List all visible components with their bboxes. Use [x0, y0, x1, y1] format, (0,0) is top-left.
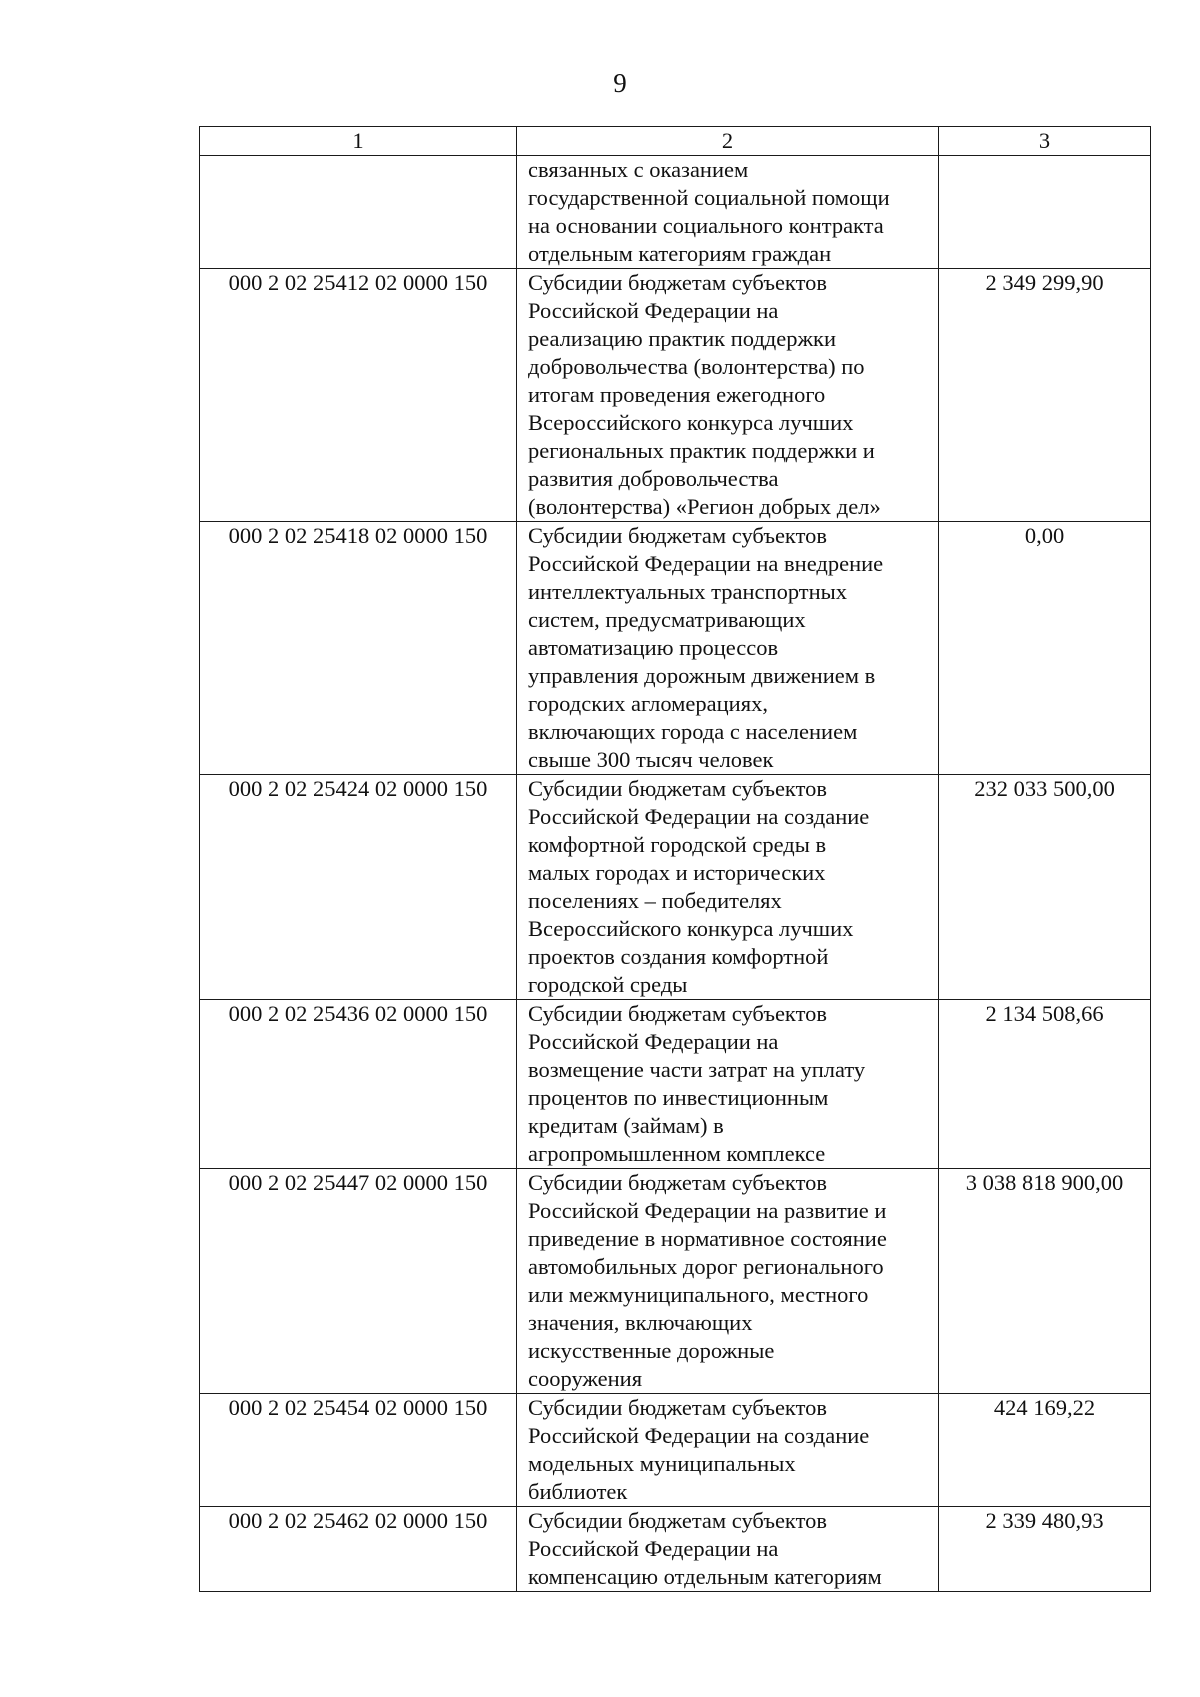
name-line: Российской Федерации на — [528, 1536, 779, 1561]
name-cell — [517, 1169, 939, 1394]
code-cell: 000 2 02 25412 02 0000 150 — [200, 269, 517, 522]
name-line: возмещение части затрат на уплату — [528, 1057, 866, 1082]
name-line: агропромышленном комплексе — [528, 1141, 826, 1166]
name-line: искусственные дорожные — [528, 1338, 775, 1363]
amount-cell: 2 134 508,66 — [939, 1000, 1151, 1169]
name-line: малых городах и исторических — [528, 860, 826, 885]
name-cell — [517, 269, 939, 522]
name-line: автомобильных дорог регионального — [528, 1254, 884, 1279]
name-line: приведение в нормативное состояние — [528, 1226, 887, 1251]
code-cell: 000 2 02 25447 02 0000 150 — [200, 1169, 517, 1394]
name-line: систем, предусматривающих — [528, 607, 806, 632]
name-line: модельных муниципальных — [528, 1451, 796, 1476]
name-line: автоматизацию процессов — [528, 635, 779, 660]
header-cell-3: 3 — [939, 127, 1151, 156]
name-line: интеллектуальных транспортных — [528, 579, 848, 604]
name-line: Субсидии бюджетам субъектов — [528, 776, 827, 801]
code-cell: 000 2 02 25454 02 0000 150 — [200, 1394, 517, 1507]
name-line: развития добровольчества — [528, 466, 779, 491]
name-line: Российской Федерации на создание — [528, 804, 870, 829]
name-line: процентов по инвестиционным — [528, 1085, 829, 1110]
name-line: Субсидии бюджетам субъектов — [528, 523, 827, 548]
table-row — [200, 269, 1151, 522]
continuation-row — [200, 156, 1151, 269]
name-line: компенсацию отдельным категориям — [528, 1564, 882, 1589]
header-row — [200, 127, 1151, 156]
amount-cell: 3 038 818 900,00 — [939, 1169, 1151, 1394]
name-cell — [517, 522, 939, 775]
continuation-code-cell — [200, 156, 517, 269]
name-line: связанных с оказанием — [528, 157, 749, 182]
name-line: Субсидии бюджетам субъектов — [528, 1001, 827, 1026]
name-line: библиотек — [528, 1479, 628, 1504]
name-line: региональных практик поддержки и — [528, 438, 875, 463]
amount-cell: 232 033 500,00 — [939, 775, 1151, 1000]
continuation-name-cell — [517, 156, 939, 269]
name-line: Российской Федерации на — [528, 1029, 779, 1054]
name-line: свыше 300 тысяч человек — [528, 747, 774, 772]
name-line: значения, включающих — [528, 1310, 753, 1335]
budget-table — [199, 126, 1151, 1592]
name-cell — [517, 1507, 939, 1592]
table-row — [200, 1000, 1151, 1169]
name-line: Субсидии бюджетам субъектов — [528, 1170, 827, 1195]
name-line: управления дорожным движением в — [528, 663, 876, 688]
name-line: Субсидии бюджетам субъектов — [528, 270, 827, 295]
code-cell: 000 2 02 25418 02 0000 150 — [200, 522, 517, 775]
table-row — [200, 1507, 1151, 1592]
code-cell: 000 2 02 25436 02 0000 150 — [200, 1000, 517, 1169]
header-cell-2: 2 — [517, 127, 939, 156]
continuation-amount-cell — [939, 156, 1151, 269]
name-cell — [517, 1000, 939, 1169]
amount-cell: 0,00 — [939, 522, 1151, 775]
code-cell: 000 2 02 25462 02 0000 150 — [200, 1507, 517, 1592]
name-line: Российской Федерации на развитие и — [528, 1198, 887, 1223]
name-line: Всероссийского конкурса лучших — [528, 410, 854, 435]
name-line: комфортной городской среды в — [528, 832, 827, 857]
name-line: итогам проведения ежегодного — [528, 382, 826, 407]
name-line: сооружения — [528, 1366, 643, 1391]
page-number: 9 — [613, 68, 627, 98]
amount-cell: 424 169,22 — [939, 1394, 1151, 1507]
name-line: Субсидии бюджетам субъектов — [528, 1508, 827, 1533]
name-line: включающих города с населением — [528, 719, 858, 744]
amount-cell: 2 339 480,93 — [939, 1507, 1151, 1592]
table-row — [200, 1169, 1151, 1394]
name-line: реализацию практик поддержки — [528, 326, 836, 351]
name-line: городской среды — [528, 972, 688, 997]
table-row — [200, 522, 1151, 775]
name-line: или межмуниципального, местного — [528, 1282, 869, 1307]
name-line: государственной социальной помощи — [528, 185, 890, 210]
name-line: Всероссийского конкурса лучших — [528, 916, 854, 941]
name-line: добровольчества (волонтерства) по — [528, 354, 865, 379]
name-cell — [517, 1394, 939, 1507]
name-line: поселениях – победителях — [528, 888, 782, 913]
name-cell — [517, 775, 939, 1000]
code-cell: 000 2 02 25424 02 0000 150 — [200, 775, 517, 1000]
name-line: (волонтерства) «Регион добрых дел» — [528, 494, 881, 519]
table-row — [200, 1394, 1151, 1507]
table-row — [200, 775, 1151, 1000]
name-line: на основании социального контракта — [528, 213, 884, 238]
name-line: Российской Федерации на создание — [528, 1423, 870, 1448]
name-line: Российской Федерации на — [528, 298, 779, 323]
amount-cell: 2 349 299,90 — [939, 269, 1151, 522]
header-cell-1: 1 — [200, 127, 517, 156]
name-line: отдельным категориям граждан — [528, 241, 832, 266]
name-line: Российской Федерации на внедрение — [528, 551, 884, 576]
name-line: кредитам (займам) в — [528, 1113, 724, 1138]
name-line: городских агломерациях, — [528, 691, 768, 716]
name-line: Субсидии бюджетам субъектов — [528, 1395, 827, 1420]
name-line: проектов создания комфортной — [528, 944, 829, 969]
